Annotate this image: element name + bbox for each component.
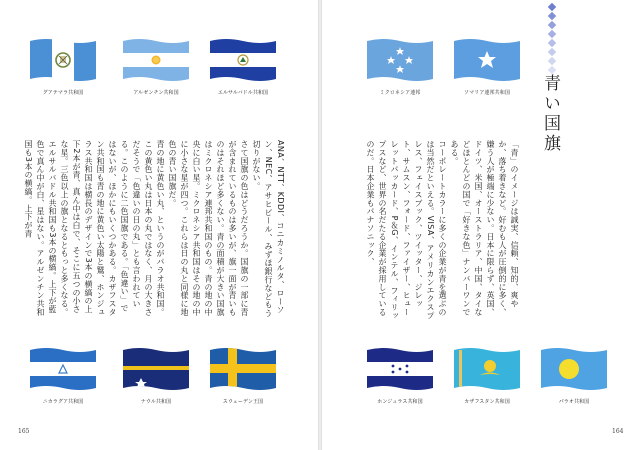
flag-item-nauru [113, 346, 199, 405]
flag-item-honduras [357, 346, 443, 405]
nicaragua-flag-icon [30, 346, 96, 392]
flag-item-nicaragua [20, 346, 106, 405]
flag-caption: アルゼンチン共和国 [133, 90, 179, 96]
flag-item-el-salvador [200, 37, 286, 96]
somalia-flag-icon [454, 37, 520, 83]
nauru-flag-icon [123, 346, 189, 392]
argentina-flag-icon [123, 37, 189, 83]
flag-caption: カザフスタン共和国 [464, 399, 510, 405]
body-paragraph: さて国旗の色はどうだろうか。国旗の一部に青が含まれているものは多いが、旗一面が青いものはそれほど多くない。青の面積が大きい国旗はミクロネシア連邦共和国のもの。青の地の中央に白い星。ミクロネシア共和国はその地の中に小さな星が四つ。これらは日の丸と同様に地色の青い国旗だ。 [168, 140, 249, 317]
right-body-text [360, 140, 520, 320]
flag-caption: ソマリア連邦共和国 [464, 90, 510, 96]
flag-caption: グアテマラ共和国 [42, 90, 84, 96]
palau-flag-icon [541, 346, 607, 392]
flag-item-palau [531, 346, 617, 405]
flag-caption: ミクロネシア連邦 [379, 90, 421, 96]
flag-caption: ナウル共和国 [140, 399, 172, 405]
body-paragraph: 「青」のイメージは誠実、信頼、知的、爽やか、落ち着きなど。好むも人が圧倒的に多く、嫌う人が極端に少ない。日本に限らず、英国、ドイツ、米国、オーストラリア、中国、タイなどほとんどの国で「好きな色」ナンバーワンである。 [450, 140, 519, 317]
decorative-diamond-rule [545, 4, 559, 76]
flag-item-somalia [444, 37, 530, 96]
body-paragraph: ANA、NTT、KDDI、コニカミノルタ、ローソン、NEC、アサヒビール、みずほ銀行などもう切りがない。 [252, 140, 285, 318]
micronesia-flag-icon [367, 37, 433, 83]
flag-item-micronesia [357, 37, 443, 96]
page-title: 青い国旗 [540, 74, 560, 154]
flag-item-kazakhstan [444, 346, 530, 405]
el-salvador-flag-icon [210, 37, 276, 83]
book-gutter [318, 0, 322, 450]
honduras-flag-icon [367, 346, 433, 392]
kazakhstan-flag-icon [454, 346, 520, 392]
flag-caption: ニカラグア共和国 [42, 399, 84, 405]
flag-caption: スウェーデン王国 [222, 399, 264, 405]
flag-item-guatemala [20, 37, 106, 96]
body-paragraph: コーポレートカラーに多くの企業が青を選ぶのは当然だといえる。VISA、アメリカンエクスプレス、フェイスブック、ツイッター、ジレット、サムスン、フォード、ファイザー、ヒューレットパッカード、P＆G、インテル、フィリップスなど、世界の名だたる企業が採用しているのだ。日本企業もパナソニック、 [366, 140, 447, 320]
guatemala-flag-icon [30, 37, 96, 83]
left-body-text [18, 140, 286, 320]
flag-caption: エルサルバドル共和国 [217, 90, 269, 96]
body-paragraph: 青の地に黄色い丸、というのがパラオ共和国。この黄色い丸は日本の丸ではなく、月の大きさだそうで「色違いの日の丸」とも言われている。このように二色国旗である。「色違い」ではないが、ほかにもいくつかある。カザフスタン共和国も青の地に黄色い太陽と鷲、ホンジュラス共和国は横長のデザインで3本の横縞の上下2本が青、真ん中は白で、そこに五つの小さな星。三色以上の旗となるともっと多くなる。エルサルバドル共和国も3本の横縞。上下が藍色で真ん中が白、星はない。アルゼンチン共和国も3本の横縞。上下が青 [24, 140, 165, 317]
sweden-flag-icon [210, 346, 276, 392]
flag-item-sweden [200, 346, 286, 405]
right-page [320, 0, 640, 450]
flag-item-argentina [113, 37, 199, 96]
page-number-right: 164 [612, 428, 624, 435]
page-number-left: 165 [18, 428, 30, 435]
flag-caption: ホンジュラス共和国 [377, 399, 423, 405]
flag-caption: パラオ共和国 [558, 399, 590, 405]
